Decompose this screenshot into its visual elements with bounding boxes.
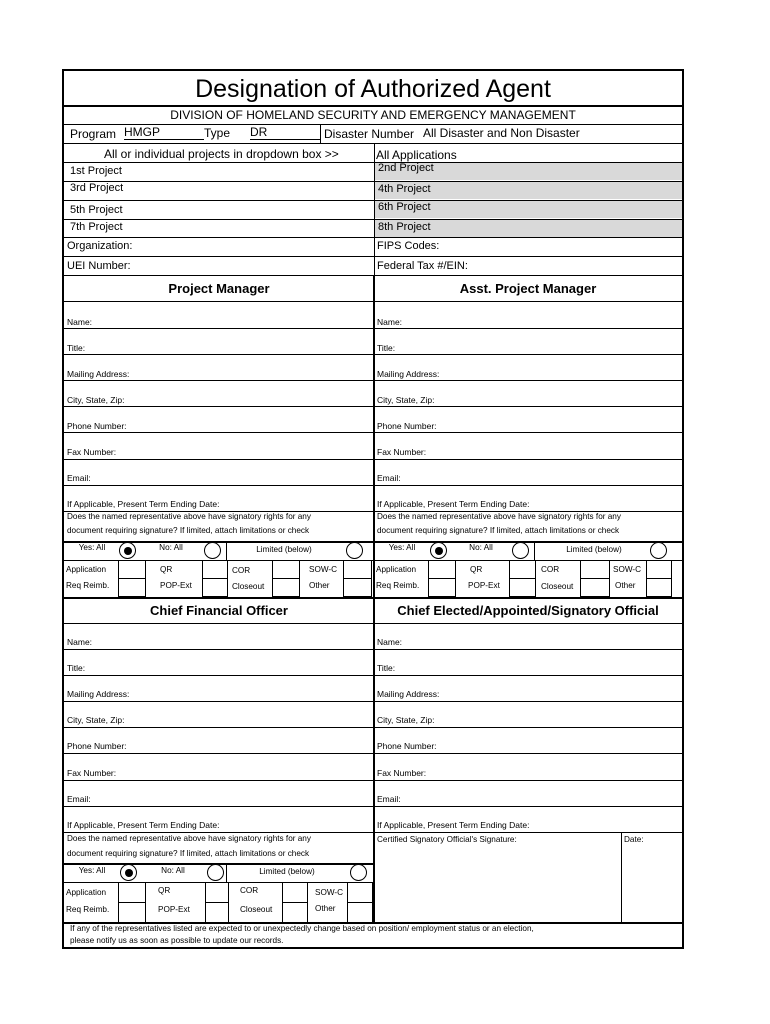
pm-yes-label: Yes: All xyxy=(78,543,106,552)
apm-application-box[interactable] xyxy=(428,560,456,579)
apm-yes-label: Yes: All xyxy=(388,543,416,552)
apm-fax-field[interactable]: Fax Number: xyxy=(377,447,427,457)
apm-cor-label: COR xyxy=(541,565,560,574)
cfo-yes-radio[interactable] xyxy=(120,864,137,881)
apm-mailing-field[interactable]: Mailing Address: xyxy=(377,369,440,379)
apm-pop-box[interactable] xyxy=(509,578,536,597)
apm-cor-box[interactable] xyxy=(580,560,610,579)
cfo-application-label: Application xyxy=(66,888,107,897)
official-city-field[interactable]: City, State, Zip: xyxy=(377,715,435,725)
type-value[interactable]: DR xyxy=(250,125,320,140)
cfo-qr-label: QR xyxy=(158,886,171,895)
official-term-field[interactable]: If Applicable, Present Term Ending Date: xyxy=(377,820,530,830)
program-label: Program xyxy=(70,127,117,141)
cfo-limited-label: Limited (below) xyxy=(259,867,315,876)
cfo-heading: Chief Financial Officer xyxy=(150,603,288,618)
pm-qr-label: QR xyxy=(160,565,173,574)
type-label: Type xyxy=(204,126,231,140)
cfo-pop-label: POP-Ext xyxy=(158,905,190,914)
authorized-agent-form xyxy=(62,69,684,949)
pm-sowc-box[interactable] xyxy=(343,560,372,579)
footer-note-line-1: If any of the representatives listed are expected to or unexpectedly change based on position/ employment status or an election, xyxy=(70,924,534,933)
date-label: Date: xyxy=(624,835,644,844)
project-8[interactable]: 8th Project xyxy=(378,221,431,233)
fips-codes-label: FIPS Codes: xyxy=(377,240,440,252)
cfo-req-label: Req Reimb. xyxy=(66,905,110,914)
official-title-field[interactable]: Title: xyxy=(377,663,396,673)
cfo-other-box[interactable] xyxy=(347,902,373,923)
signature-label: Certified Signatory Official's Signature: xyxy=(377,835,517,844)
signature-date-field[interactable] xyxy=(624,847,680,921)
project-1[interactable]: 1st Project xyxy=(70,165,122,177)
cfo-application-box[interactable] xyxy=(118,882,146,903)
cfo-fax-field[interactable]: Fax Number: xyxy=(67,768,117,778)
pm-pop-label: POP-Ext xyxy=(160,581,192,590)
pm-title-field[interactable]: Title: xyxy=(67,343,86,353)
pm-email-field[interactable]: Email: xyxy=(67,473,91,483)
official-name-field[interactable]: Name: xyxy=(377,637,403,647)
apm-signatory-question: Does the named representative above have signatory rights for any xyxy=(377,512,621,521)
apm-req-box[interactable] xyxy=(428,578,456,597)
cfo-no-radio[interactable] xyxy=(207,864,224,881)
pm-pop-box[interactable] xyxy=(202,578,228,597)
pm-city-field[interactable]: City, State, Zip: xyxy=(67,395,125,405)
pm-cor-label: COR xyxy=(232,566,251,575)
cfo-cor-box[interactable] xyxy=(282,882,308,903)
official-email-field[interactable]: Email: xyxy=(377,794,401,804)
pm-yes-radio[interactable] xyxy=(119,542,136,559)
division-name: DIVISION OF HOMELAND SECURITY AND EMERGENCY MANAGEMENT xyxy=(170,108,576,122)
cfo-qr-box[interactable] xyxy=(205,882,229,903)
pm-no-radio[interactable] xyxy=(204,542,221,559)
form-title: Designation of Authorized Agent xyxy=(195,75,551,103)
pm-qr-box[interactable] xyxy=(202,560,228,579)
apm-pop-label: POP-Ext xyxy=(468,581,500,590)
pm-closeout-box[interactable] xyxy=(272,578,300,597)
pm-limited-radio[interactable] xyxy=(346,542,363,559)
federal-tax-label: Federal Tax #/EIN: xyxy=(377,260,468,272)
pm-closeout-label: Closeout xyxy=(232,582,265,591)
apm-no-radio[interactable] xyxy=(512,542,529,559)
apm-qr-label: QR xyxy=(470,565,483,574)
cfo-other-label: Other xyxy=(315,904,336,913)
apm-signatory-question-2: document requiring signature? If limited, attach limitations or check xyxy=(377,526,620,535)
pm-phone-field[interactable]: Phone Number: xyxy=(67,421,127,431)
pm-other-box[interactable] xyxy=(343,578,372,597)
cfo-term-field[interactable]: If Applicable, Present Term Ending Date: xyxy=(67,820,220,830)
disaster-number-value[interactable]: All Disaster and Non Disaster xyxy=(423,126,580,140)
cfo-signatory-question-2: document requiring signature? If limited, attach limitations or check xyxy=(67,849,310,858)
signature-field[interactable] xyxy=(376,847,619,921)
cfo-title-field[interactable]: Title: xyxy=(67,663,86,673)
pm-sowc-label: SOW-C xyxy=(309,565,338,574)
apm-qr-box[interactable] xyxy=(509,560,536,579)
pm-name-field[interactable]: Name: xyxy=(67,317,93,327)
apm-closeout-box[interactable] xyxy=(580,578,610,597)
pm-req-label: Req Reimb. xyxy=(66,581,110,590)
pm-signatory-question-2: document requiring signature? If limited, attach limitations or check xyxy=(67,526,310,535)
pm-other-label: Other xyxy=(309,581,330,590)
pm-cor-box[interactable] xyxy=(272,560,300,579)
apm-application-label: Application xyxy=(376,565,417,574)
project-manager-heading: Project Manager xyxy=(168,281,270,296)
project-2[interactable]: 2nd Project xyxy=(378,162,434,174)
uei-number-label: UEI Number: xyxy=(67,260,131,272)
program-value[interactable]: HMGP xyxy=(124,125,204,140)
cfo-city-field[interactable]: City, State, Zip: xyxy=(67,715,125,725)
apm-name-field[interactable]: Name: xyxy=(377,317,403,327)
cfo-cor-label: COR xyxy=(240,886,259,895)
apm-phone-field[interactable]: Phone Number: xyxy=(377,421,437,431)
official-fax-field[interactable]: Fax Number: xyxy=(377,768,427,778)
footer-note-line-2: please notify us as soon as possible to update our records. xyxy=(70,936,284,945)
cfo-phone-field[interactable]: Phone Number: xyxy=(67,741,127,751)
apm-closeout-label: Closeout xyxy=(541,582,574,591)
project-6[interactable]: 6th Project xyxy=(378,201,431,213)
pm-signatory-question: Does the named representative above have signatory rights for any xyxy=(67,512,311,521)
pm-no-label: No: All xyxy=(159,543,183,552)
organization-label: Organization: xyxy=(67,240,133,252)
project-3[interactable]: 3rd Project xyxy=(70,182,124,194)
disaster-number-label: Disaster Number xyxy=(324,127,415,141)
project-7[interactable]: 7th Project xyxy=(70,221,123,233)
cfo-name-field[interactable]: Name: xyxy=(67,637,93,647)
pm-term-field[interactable]: If Applicable, Present Term Ending Date: xyxy=(67,499,220,509)
project-4[interactable]: 4th Project xyxy=(378,183,431,195)
cfo-signatory-question: Does the named representative above have signatory rights for any xyxy=(67,834,311,843)
pm-req-box[interactable] xyxy=(118,578,146,597)
official-mailing-field[interactable]: Mailing Address: xyxy=(377,689,440,699)
cfo-yes-label: Yes: All xyxy=(78,866,106,875)
cfo-closeout-label: Closeout xyxy=(240,905,273,914)
cfo-sowc-box[interactable] xyxy=(347,882,373,903)
apm-other-label: Other xyxy=(615,581,636,590)
cfo-limited-radio[interactable] xyxy=(350,864,367,881)
asst-project-manager-heading: Asst. Project Manager xyxy=(459,281,597,296)
apm-sowc-box[interactable] xyxy=(646,560,672,579)
pm-limited-label: Limited (below) xyxy=(256,545,312,554)
pm-application-label: Application xyxy=(66,565,107,574)
signatory-official-heading: Chief Elected/Appointed/Signatory Official xyxy=(397,603,659,618)
apm-limited-radio[interactable] xyxy=(650,542,667,559)
apm-no-label: No: All xyxy=(469,543,493,552)
cfo-closeout-box[interactable] xyxy=(282,902,308,923)
cfo-no-label: No: All xyxy=(161,866,185,875)
apm-other-box[interactable] xyxy=(646,578,672,597)
cfo-email-field[interactable]: Email: xyxy=(67,794,91,804)
apm-yes-radio[interactable] xyxy=(430,542,447,559)
apm-sowc-label: SOW-C xyxy=(613,565,642,574)
apm-term-field[interactable]: If Applicable, Present Term Ending Date: xyxy=(377,499,530,509)
cfo-req-box[interactable] xyxy=(118,902,146,923)
apm-city-field[interactable]: City, State, Zip: xyxy=(377,395,435,405)
apm-req-label: Req Reimb. xyxy=(376,581,420,590)
apm-limited-label: Limited (below) xyxy=(566,545,622,554)
cfo-pop-box[interactable] xyxy=(205,902,229,923)
pm-application-box[interactable] xyxy=(118,560,146,579)
apm-title-field[interactable]: Title: xyxy=(377,343,396,353)
applications-dropdown[interactable]: All Applications xyxy=(376,148,457,162)
pm-fax-field[interactable]: Fax Number: xyxy=(67,447,117,457)
official-phone-field[interactable]: Phone Number: xyxy=(377,741,437,751)
project-5[interactable]: 5th Project xyxy=(70,204,123,216)
cfo-sowc-label: SOW-C xyxy=(315,888,344,897)
pm-mailing-field[interactable]: Mailing Address: xyxy=(67,369,130,379)
apm-email-field[interactable]: Email: xyxy=(377,473,401,483)
dropdown-label: All or individual projects in dropdown box >> xyxy=(104,147,339,161)
cfo-mailing-field[interactable]: Mailing Address: xyxy=(67,689,130,699)
